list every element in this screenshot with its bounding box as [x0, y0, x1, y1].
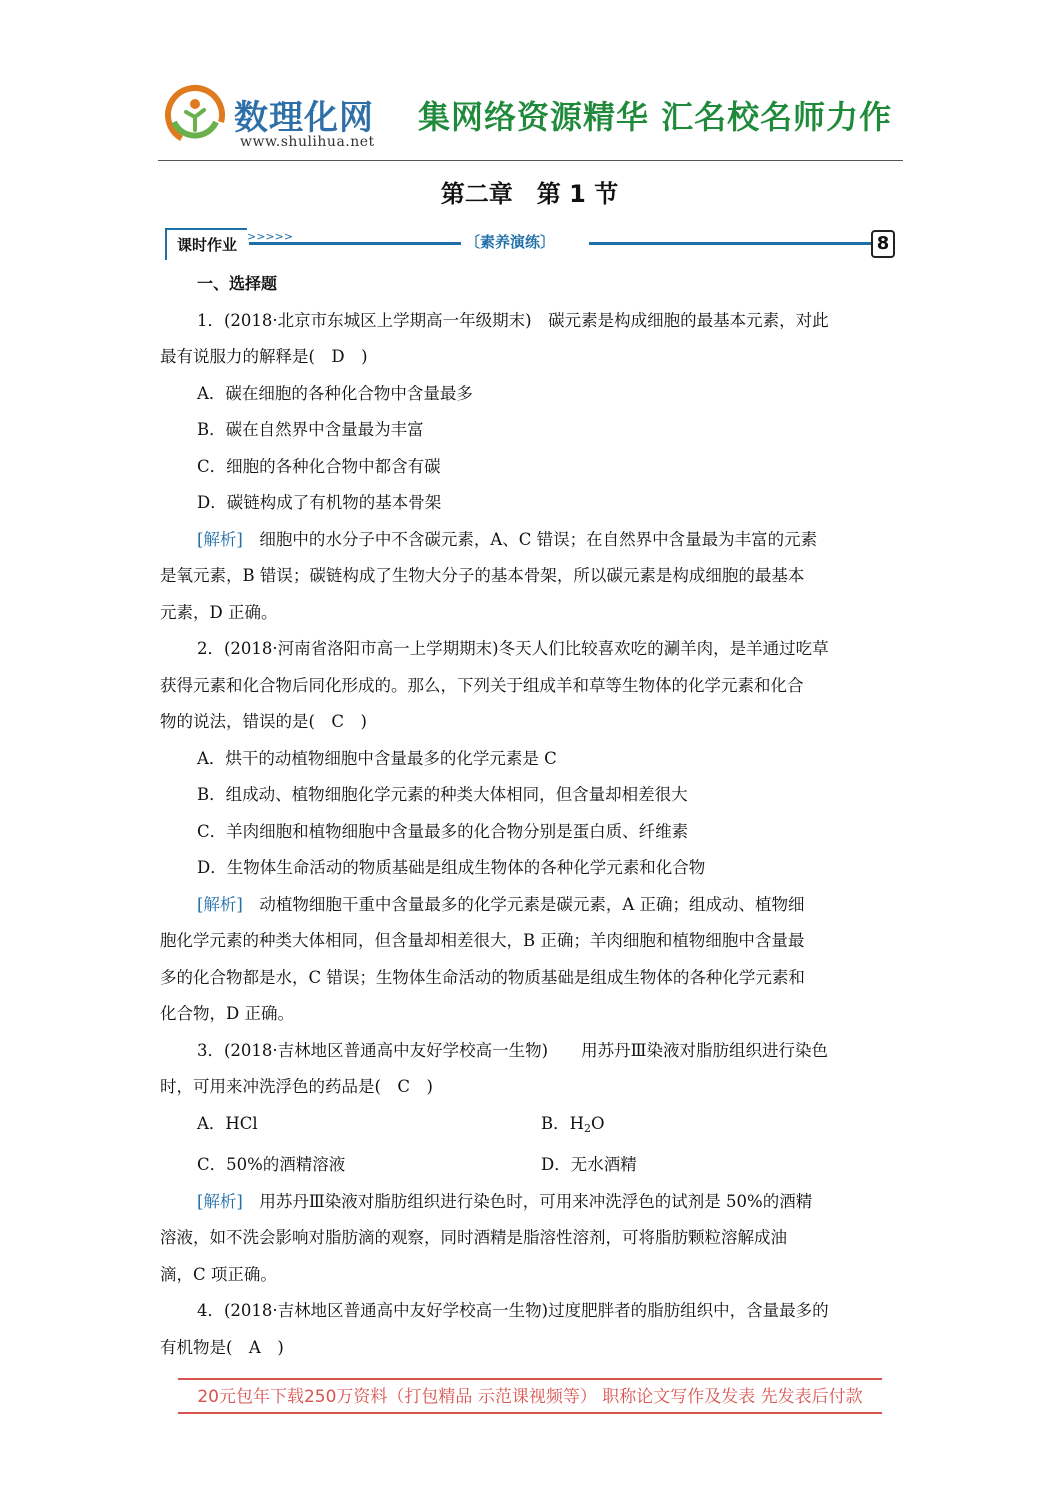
text-line — [160, 704, 900, 741]
analysis-tag: [解析] — [197, 529, 243, 549]
question-block-1 — [160, 303, 900, 1106]
option-b — [541, 1106, 885, 1148]
line-text: 化合物，D 正确。 — [160, 1004, 294, 1023]
text-line — [160, 522, 900, 559]
analysis-tag: [解析] — [197, 894, 243, 914]
text-line — [160, 887, 900, 924]
option-b-pre: B．H — [541, 1113, 585, 1133]
site-url[interactable]: www.shulihua.net — [240, 134, 375, 150]
text-line — [160, 996, 900, 1033]
text-line — [160, 668, 900, 705]
line-text: C．羊肉细胞和植物细胞中含量最多的化合物分别是蛋白质、纤维素 — [197, 821, 689, 841]
line-text: 多的化合物都是水，C 错误；生物体生命活动的物质基础是组成生物体的各种化学元素和 — [160, 967, 805, 987]
arrows-icon: >>>>> — [247, 230, 294, 243]
line-text: 溶液，如不洗会影响对脂肪滴的观察，同时酒精是脂溶性溶剂，可将脂肪颗粒溶解成油 — [160, 1228, 787, 1247]
line-text: 细胞中的水分子中不含碳元素，A、C 错误；在自然界中含量最为丰富的元素 — [242, 529, 818, 549]
option-a: A．HCl — [197, 1113, 258, 1133]
line-text: 滴，C 项正确。 — [160, 1264, 277, 1284]
line-text: B．组成动、植物细胞化学元素的种类大体相同，但含量却相差很大 — [197, 785, 688, 804]
bar-line-right — [589, 242, 871, 245]
options-row-1 — [160, 1106, 900, 1148]
section-bar — [165, 228, 897, 260]
text-line — [160, 631, 900, 668]
option-d: D．无水酒精 — [541, 1155, 637, 1174]
line-text: 是氧元素，B 错误；碳链构成了生物大分子的基本骨架，所以碳元素是构成细胞的最基本 — [160, 566, 805, 585]
bar-center-label: 〔素养演练〕 — [465, 233, 556, 251]
header-divider — [158, 160, 903, 161]
line-text: 4．(2018·吉林地区普通高中友好学校高一生物)过度肥胖者的脂肪组织中，含量最多的 — [197, 1301, 829, 1320]
line-text: 物的说法，错误的是( C ) — [160, 712, 367, 731]
line-text: 时，可用来冲洗浮色的药品是( C ) — [160, 1077, 433, 1096]
line-text: A．烘干的动植物细胞中含量最多的化学元素是 C — [197, 748, 557, 768]
text-line — [160, 960, 900, 997]
line-text: 动植物细胞干重中含量最多的化学元素是碳元素，A 正确；组成动、植物细 — [242, 894, 805, 914]
page-title: 第二章 第 1 节 — [440, 180, 619, 208]
site-logo-icon — [164, 84, 226, 146]
text-line — [160, 1330, 900, 1367]
text-line — [160, 339, 900, 376]
header — [158, 78, 903, 162]
text-line — [160, 1184, 900, 1221]
text-line — [160, 412, 900, 449]
question-block-2 — [160, 1184, 900, 1367]
text-line — [160, 376, 900, 413]
text-line — [160, 1257, 900, 1294]
text-line — [160, 1033, 900, 1070]
option-b-sub: 2 — [584, 1121, 592, 1135]
text-line — [160, 741, 900, 778]
line-text: 最有说服力的解释是( D ) — [160, 347, 368, 366]
text-line — [160, 923, 900, 960]
line-text: D．碳链构成了有机物的基本骨架 — [197, 493, 442, 512]
options-row-2 — [160, 1147, 900, 1184]
line-text: D．生物体生命活动的物质基础是组成生物体的各种化学元素和化合物 — [197, 858, 706, 877]
line-text: 1．(2018·北京市东城区上学期高一年级期末) 碳元素是构成细胞的最基本元素，对此 — [197, 310, 829, 330]
line-text: 获得元素和化合物后同化形成的。那么，下列关于组成羊和草等生物体的化学元素和化合 — [160, 675, 804, 695]
text-line — [160, 1069, 900, 1106]
option-c: C．50%的酒精溶液 — [197, 1155, 346, 1174]
text-line — [160, 449, 900, 486]
text-line — [160, 558, 900, 595]
analysis-tag: [解析] — [197, 1191, 243, 1211]
text-line — [160, 1293, 900, 1330]
bar-number: 8 — [871, 230, 895, 258]
option-b-post: O — [591, 1113, 605, 1133]
line-text: 元素，D 正确。 — [160, 602, 278, 622]
line-text: 有机物是( A ) — [160, 1337, 284, 1357]
line-text: 胞化学元素的种类大体相同，但含量却相差很大，B 正确；羊肉细胞和植物细胞中含量最 — [160, 931, 805, 950]
text-line — [160, 814, 900, 851]
text-line — [160, 1220, 900, 1257]
line-text: 3．(2018·吉林地区普通高中友好学校高一生物) 用苏丹Ⅲ染液对脂肪组织进行染色 — [197, 1040, 829, 1060]
line-text: 2．(2018·河南省洛阳市高一上学期期末)冬天人们比较喜欢吃的涮羊肉，是羊通过吃草 — [197, 639, 829, 658]
site-slogan: 集网络资源精华 汇名校名师力作 — [418, 98, 893, 136]
footer-ad[interactable] — [178, 1378, 882, 1414]
line-text: A．碳在细胞的各种化合物中含量最多 — [197, 383, 473, 403]
text-line — [160, 777, 900, 814]
homework-badge: 课时作业 — [165, 228, 247, 260]
text-line — [160, 303, 900, 340]
text-line — [160, 595, 900, 632]
section-heading: 一、选择题 — [197, 274, 278, 293]
line-text: C．细胞的各种化合物中都含有碳 — [197, 456, 441, 476]
document-body — [160, 266, 900, 1366]
line-text: B．碳在自然界中含量最为丰富 — [197, 420, 424, 439]
brand-name: 数理化网 — [234, 98, 374, 138]
text-line — [160, 850, 900, 887]
text-line — [160, 485, 900, 522]
footer-ad-text[interactable]: 20元包年下载250万资料（打包精品 示范课视频等） 职称论文写作及发表 先发表后付款 — [197, 1387, 863, 1407]
line-text: 用苏丹Ⅲ染液对脂肪组织进行染色时，可用来冲洗浮色的试剂是 50%的酒精 — [242, 1191, 813, 1211]
